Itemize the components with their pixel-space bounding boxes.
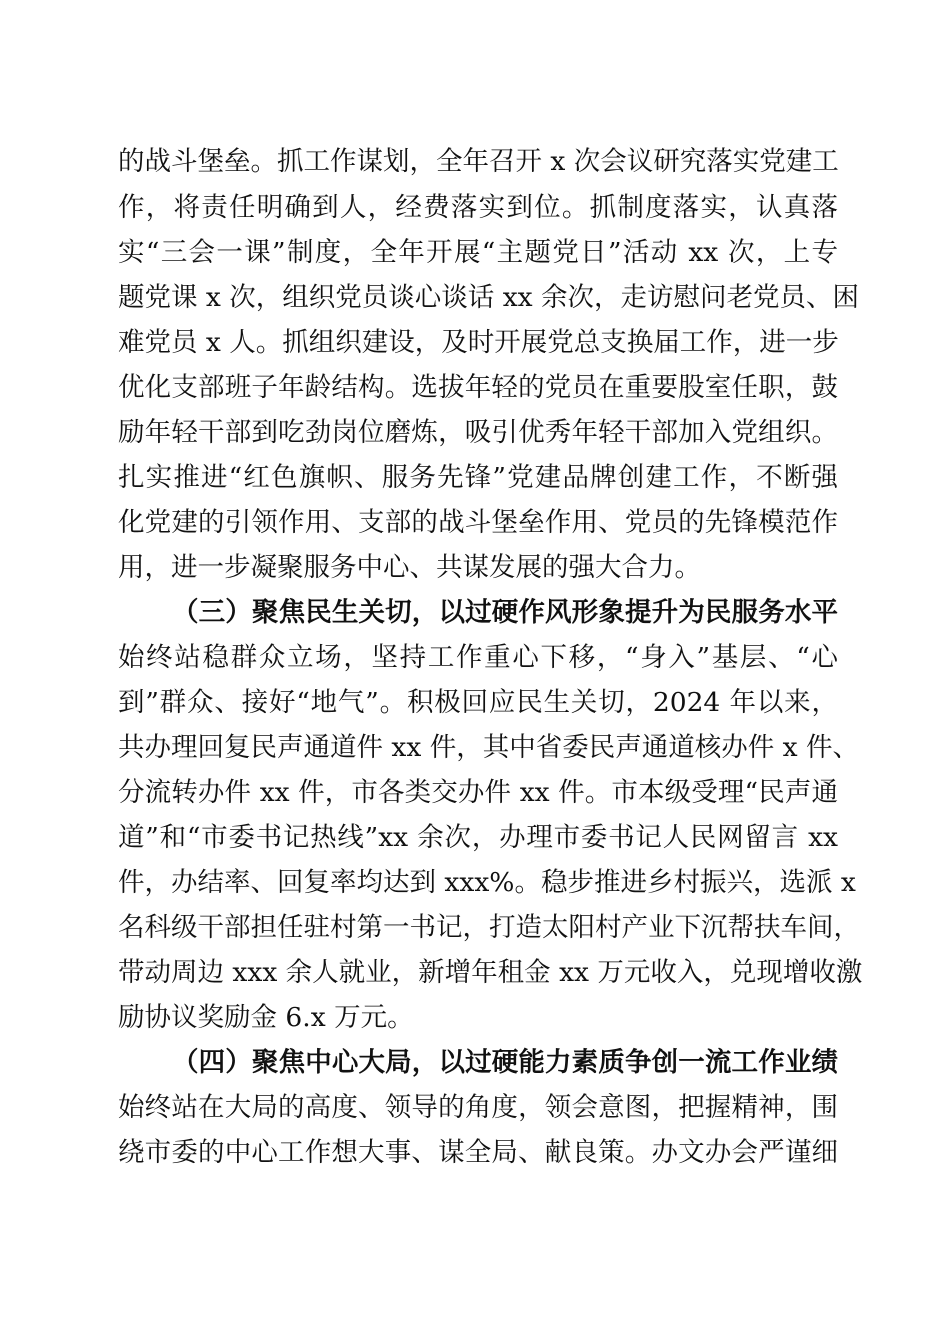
- text-line: 到”群众、接好“地气”。积极回应民生关切，2024 年以来，: [118, 687, 838, 718]
- section-heading-3: （三）聚焦民生关切，以过硬作风形象提升为民服务水平: [172, 597, 838, 628]
- text-line: 名科级干部担任驻村第一书记，打造太阳村产业下沉帮扶车间，: [118, 912, 860, 943]
- text-line: 实“三会一课”制度，全年开展“主题党日”活动 xx 次，上专: [118, 237, 838, 268]
- text-line: 用，进一步凝聚服务中心、共谋发展的强大合力。: [118, 552, 701, 583]
- text-line: 题党课 x 次，组织党员谈心谈话 xx 余次，走访慰问老党员、困: [118, 282, 860, 313]
- section-heading-4: （四）聚焦中心大局，以过硬能力素质争创一流工作业绩: [172, 1047, 838, 1078]
- text-line: 优化支部班子年龄结构。选拔年轻的党员在重要股室任职，鼓: [118, 372, 838, 403]
- text-line: 始终站在大局的高度、领导的角度，领会意图，把握精神，围: [118, 1092, 838, 1123]
- text-line: 励协议奖励金 6.x 万元。: [118, 1002, 414, 1033]
- text-line: 化党建的引领作用、支部的战斗堡垒作用、党员的先锋模范作: [118, 507, 838, 538]
- text-line: 绕市委的中心工作想大事、谋全局、献良策。办文办会严谨细: [118, 1137, 838, 1168]
- text-line: 难党员 x 人。抓组织建设，及时开展党总支换届工作，进一步: [118, 327, 839, 358]
- text-line: 道”和“市委书记热线”xx 余次，办理市委书记人民网留言 xx: [118, 822, 838, 853]
- text-line: 励年轻干部到吃劲岗位磨炼，吸引优秀年轻干部加入党组织。: [118, 417, 838, 448]
- text-line: 作，将责任明确到人，经费落实到位。抓制度落实，认真落: [118, 192, 838, 223]
- text-line: 带动周边 xxx 余人就业，新增年租金 xx 万元收入，兑现增收激: [118, 957, 863, 988]
- text-line: 件，办结率、回复率均达到 xxx%。稳步推进乡村振兴，选派 x: [118, 867, 856, 898]
- text-line: 扎实推进“红色旗帜、服务先锋”党建品牌创建工作，不断强: [118, 462, 838, 493]
- text-line: 始终站稳群众立场，坚持工作重心下移，“身入”基层、“心: [118, 642, 838, 673]
- text-line: 分流转办件 xx 件，市各类交办件 xx 件。市本级受理“民声通: [118, 777, 838, 808]
- text-line: 的战斗堡垒。抓工作谋划，全年召开 x 次会议研究落实党建工: [118, 146, 839, 177]
- text-line: 共办理回复民声通道件 xx 件，其中省委民声通道核办件 x 件、: [118, 732, 860, 763]
